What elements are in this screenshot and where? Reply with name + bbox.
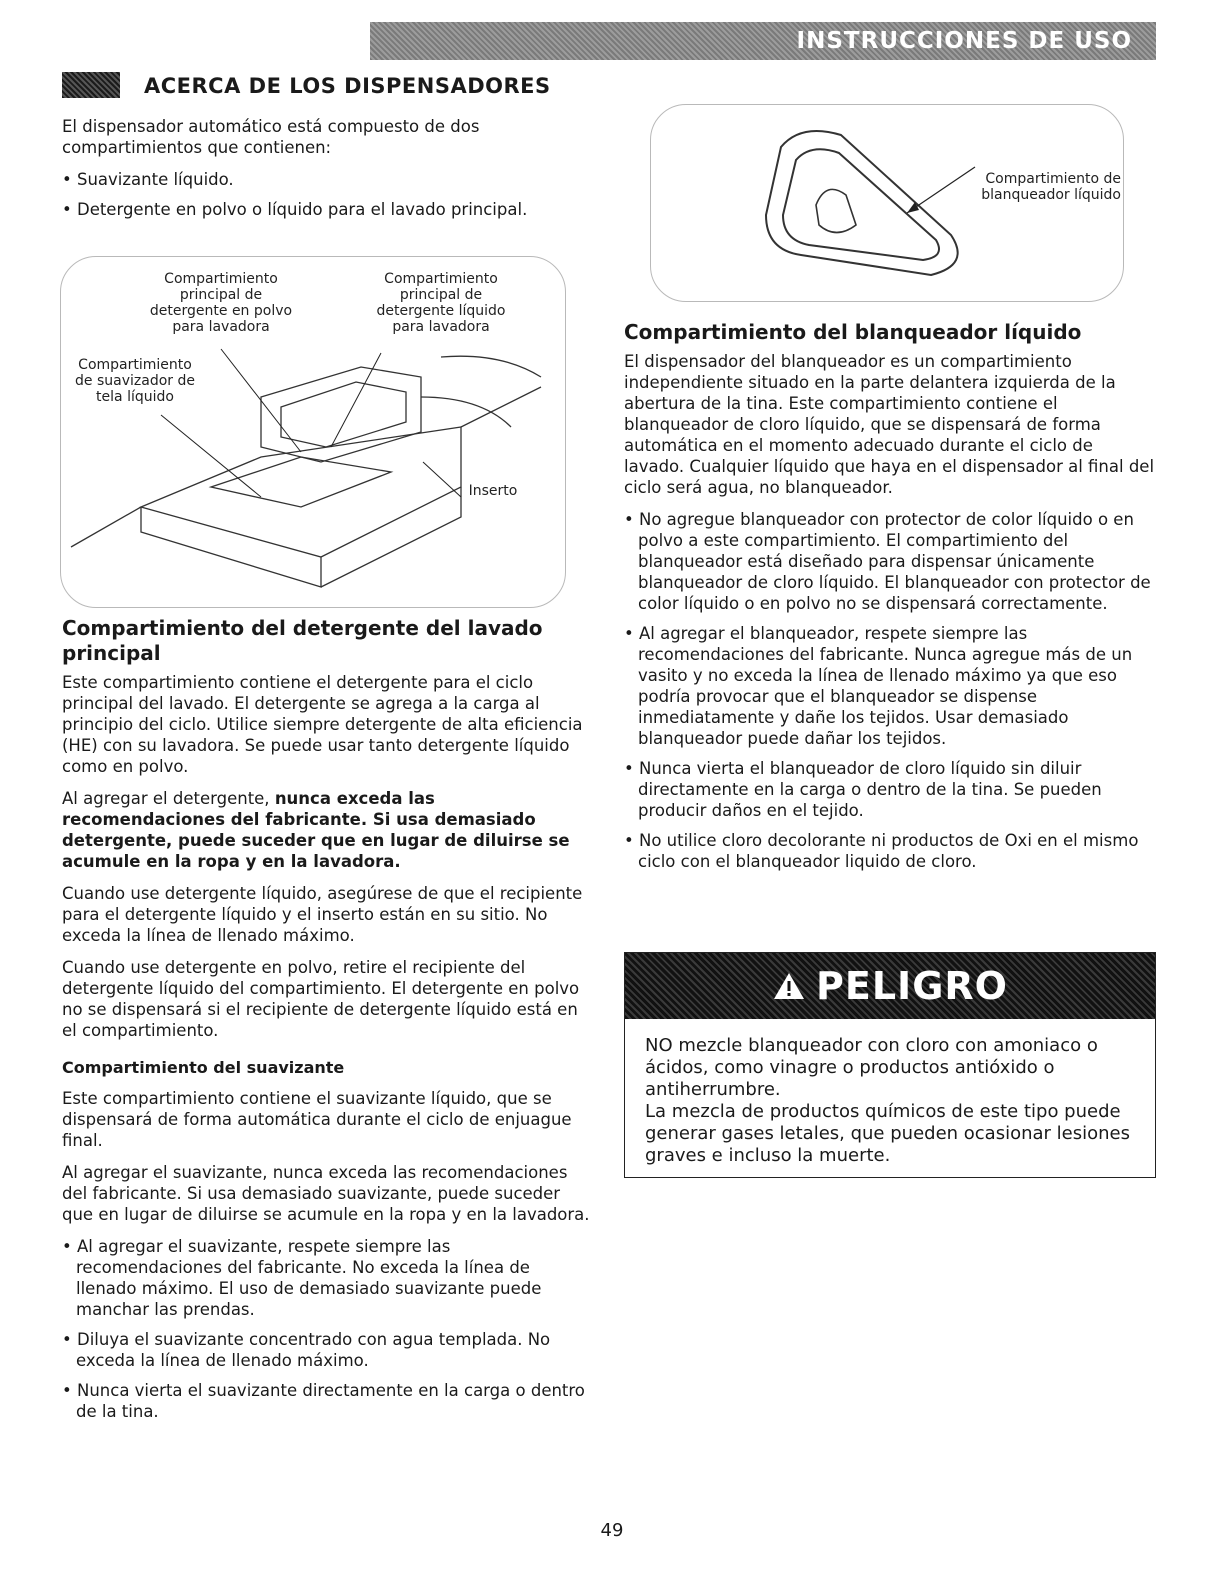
main-detergent-heading: Compartimiento del detergente del lavado principal: [62, 616, 543, 665]
softener-p2: Al agregar el suavizante, nunca exceda las recomendaciones del fabricante. Si usa demasiado suavizante, puede suceder que en lugar de diluirse se acumule en la ropa y en la lavadora.: [62, 1163, 590, 1224]
intro-bullet: • Suavizante líquido.: [62, 169, 592, 190]
dispenser-figure: [60, 256, 566, 608]
bleach-p1: El dispensador del blanqueador es un compartimiento independiente situado en la parte delantera izquierda de la abertura de la tina. Este compartimiento contiene el blanqueador de cloro líquido, que se dispensará de forma automática en el momento adecuado durante el ciclo de lavado. Cualquier líquido que haya en el dispensador al final del ciclo será agua, no blanqueador.: [624, 352, 1155, 497]
bleach-bullet: • Al agregar el blanqueador, respete siempre las recomendaciones del fabricante. Nunca agregue más de un vasito y no exceda la línea de llenado máximo ya que eso podría provocar que el blanqueador se dispense inmediatamente y dañe los tejidos. Usar demasiado blanqueador puede dañar los tejidos.: [624, 623, 1158, 749]
softener-bullet: • Al agregar el suavizante, respete siempre las recomendaciones del fabricante. No exceda la línea de llenado máximo. El uso de demasiado suavizante puede manchar las prendas.: [62, 1236, 592, 1320]
bleach-illustration: [651, 105, 1123, 301]
left-column: [62, 616, 592, 1432]
label-insert: Inserto: [468, 483, 518, 499]
danger-title: PELIGRO: [816, 964, 1008, 1008]
softener-bullet: • Nunca vierta el suavizante directamente en la carga o dentro de la tina.: [62, 1380, 592, 1422]
section-title: ACERCA DE LOS DISPENSADORES: [144, 74, 551, 98]
label-liquid-compartment: Compartimiento principal de detergente líquido para lavadora: [376, 271, 506, 335]
right-column: [624, 320, 1158, 882]
danger-body: [625, 1019, 1155, 1167]
intro: [62, 116, 592, 230]
label-powder-compartment: Compartimiento principal de detergente en polvo para lavadora: [149, 271, 293, 335]
label-softener-compartment: Compartimiento de suavizador de tela líquido: [75, 357, 195, 405]
main-detergent-p1: Este compartimiento contiene el detergente para el ciclo principal del lavado. El detergente se agrega a la carga al principio del ciclo. Utilice siempre detergente de alta eficiencia (HE) con su lavadora. Se puede usar tanto detergente líquido como en polvo.: [62, 673, 583, 776]
label-bleach-compartment: Compartimiento de blanqueador líquido: [981, 171, 1121, 203]
main-detergent-p4: Cuando use detergente en polvo, retire el recipiente del detergente líquido del compartimiento. El detergente en polvo no se dispensará si el recipiente de detergente líquido está en el compartimiento.: [62, 958, 580, 1040]
bleach-figure: [650, 104, 1124, 302]
section-banner: INSTRUCCIONES DE USO: [370, 22, 1156, 60]
danger-header: [625, 953, 1155, 1019]
softener-heading: Compartimiento del suavizante: [62, 1058, 345, 1077]
danger-p2: La mezcla de productos químicos de este tipo puede generar gases letales, que pueden ocasionar lesiones graves e incluso la muerte.: [645, 1101, 1130, 1166]
page-number: 49: [600, 1520, 624, 1541]
intro-list: [62, 169, 592, 220]
warning-triangle-icon: [772, 971, 806, 1001]
softener-p1: Este compartimiento contiene el suavizante líquido, que se dispensará de forma automática durante el ciclo de enjuague final.: [62, 1089, 572, 1150]
bleach-bullet: • No agregue blanqueador con protector de color líquido o en polvo a este compartimiento. El compartimiento del blanqueador está diseñado para dispensar únicamente blanqueador de cloro líquido. El blanqueador con protector de color líquido o en polvo no se dispensará correctamente.: [624, 509, 1158, 614]
main-detergent-p2-lead: Al agregar el detergente,: [62, 789, 275, 808]
intro-bullet: • Detergente en polvo o líquido para el lavado principal.: [62, 199, 592, 220]
bleach-list: [624, 509, 1158, 872]
softener-bullet: • Diluya el suavizante concentrado con agua templada. No exceda la línea de llenado máximo.: [62, 1329, 592, 1371]
main-detergent-p2-bold: nunca exceda las recomendaciones del fabricante. Si usa demasiado detergente, puede suceder que en lugar de diluirse se acumule en la ropa y en la lavadora.: [62, 789, 570, 871]
softener-list: [62, 1236, 592, 1422]
main-detergent-p3: Cuando use detergente líquido, asegúrese de que el recipiente para el detergente líquido y el inserto están en su sitio. No exceda la línea de llenado máximo.: [62, 884, 583, 945]
danger-box: [624, 952, 1156, 1178]
bleach-bullet: • Nunca vierta el blanqueador de cloro líquido sin diluir directamente en la carga o dentro de la tina. Se pueden producir daños en el tejido.: [624, 758, 1158, 821]
main-detergent-p2: [62, 788, 592, 872]
intro-text: El dispensador automático está compuesto de dos compartimientos que contienen:: [62, 117, 480, 157]
section-marker: [62, 72, 120, 98]
danger-p1: NO mezcle blanqueador con cloro con amoniaco o ácidos, como vinagre o productos antióxido o antiherrumbre.: [645, 1035, 1098, 1100]
bleach-heading: Compartimiento del blanqueador líquido: [624, 320, 1082, 344]
bleach-bullet: • No utilice cloro decolorante ni productos de Oxi en el mismo ciclo con el blanqueador liquido de cloro.: [624, 830, 1158, 872]
